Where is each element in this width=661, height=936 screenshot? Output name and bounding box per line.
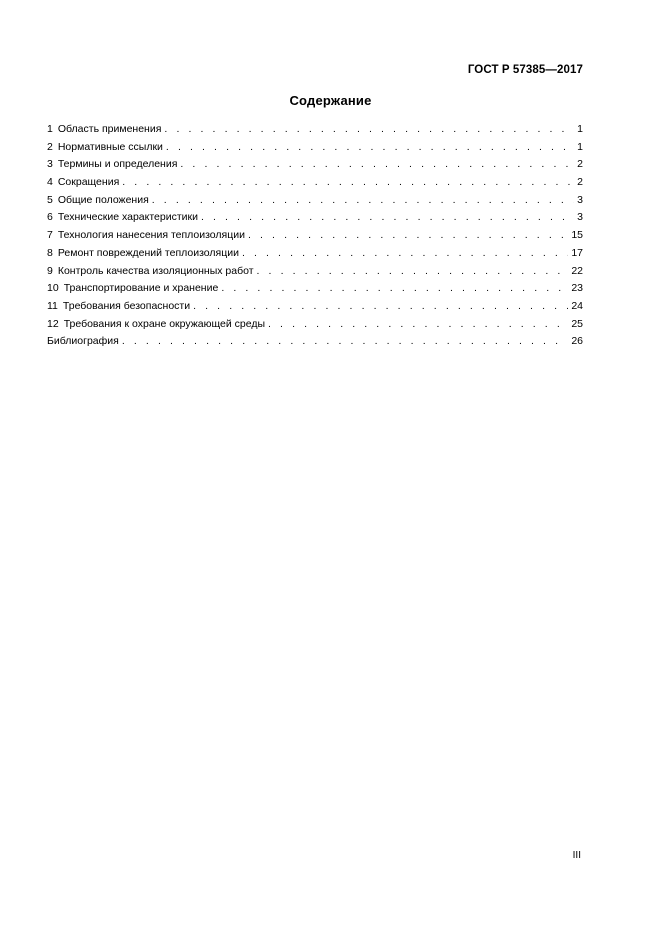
toc-entry[interactable] — [47, 263, 583, 281]
toc-entry-title: Требования к охране окружающей среды — [63, 317, 265, 330]
toc-entry-title: Общие положения — [57, 193, 149, 206]
toc-entry-page: 2 — [577, 176, 583, 189]
toc-dot-leader — [122, 174, 574, 192]
toc-entry-title: Требования безопасности — [62, 299, 191, 312]
toc-entry-number: 4 — [47, 176, 53, 189]
toc-entry[interactable] — [47, 121, 583, 139]
page-number: III — [572, 850, 581, 861]
toc-dot-leader — [268, 316, 568, 334]
toc-entry-page: 22 — [571, 264, 583, 277]
toc-entry-title: Контроль качества изоляционных работ — [57, 264, 254, 277]
toc-dot-leader — [248, 227, 568, 245]
toc-entry-number: 5 — [47, 193, 53, 206]
toc-dot-leader — [242, 245, 568, 263]
toc-entry[interactable] — [47, 316, 583, 334]
toc-entry-title: Сокращения — [57, 176, 120, 189]
toc-entry-page: 3 — [577, 193, 583, 206]
toc-entry-title: Ремонт повреждений теплоизоляции — [57, 246, 239, 259]
toc-entry-page: 1 — [577, 123, 583, 135]
toc-entry[interactable] — [47, 192, 583, 210]
toc-entry-title: Область применения — [57, 123, 162, 135]
toc-entry-number: 6 — [47, 211, 53, 224]
toc-entry-number: 7 — [47, 229, 53, 242]
toc-entry-page: 24 — [571, 299, 583, 312]
toc-entry-number: 9 — [47, 264, 53, 277]
toc-entry-page: 25 — [571, 317, 583, 330]
toc-entry-number: 8 — [47, 246, 53, 259]
document-header: ГОСТ Р 57385—2017 — [467, 64, 583, 76]
toc-entry-number: 11 — [47, 299, 58, 312]
toc-entry-page: 26 — [571, 335, 583, 348]
toc-entry-page: 23 — [571, 282, 583, 295]
toc-dot-leader — [201, 209, 574, 227]
toc-entry[interactable] — [47, 209, 583, 227]
toc-dot-leader — [166, 139, 574, 157]
toc-entry-title: Нормативные ссылки — [57, 140, 163, 153]
table-of-contents — [47, 121, 583, 351]
toc-entry-page: 2 — [577, 158, 583, 171]
toc-entry-page: 1 — [577, 140, 583, 153]
toc-entry-title: Технические характеристики — [57, 211, 198, 224]
toc-dot-leader — [257, 263, 569, 281]
toc-entry[interactable] — [47, 298, 583, 316]
toc-entry-title: Транспортирование и хранение — [63, 282, 219, 295]
toc-dot-leader — [221, 280, 568, 298]
toc-dot-leader — [180, 156, 574, 174]
toc-entry-title: Термины и определения — [57, 158, 178, 171]
toc-entry-title: Технология нанесения теплоизоляции — [57, 229, 245, 242]
toc-dot-leader — [152, 192, 574, 210]
toc-entry[interactable] — [47, 174, 583, 192]
toc-entry-page: 3 — [577, 211, 583, 224]
toc-entry[interactable] — [47, 227, 583, 245]
toc-dot-leader — [122, 333, 568, 351]
toc-entry[interactable] — [47, 139, 583, 157]
toc-entry-title: Библиография — [47, 335, 119, 348]
toc-entry-page: 17 — [571, 246, 583, 259]
toc-entry-number: 12 — [47, 317, 59, 330]
toc-dot-leader — [193, 298, 568, 316]
toc-dot-leader — [164, 121, 574, 139]
toc-entry-number: 2 — [47, 140, 53, 153]
toc-entry-bibliography[interactable] — [47, 333, 583, 351]
toc-entry[interactable] — [47, 156, 583, 174]
toc-entry-page: 15 — [571, 229, 583, 242]
toc-entry[interactable] — [47, 245, 583, 263]
toc-entry-number: 1 — [47, 123, 53, 135]
toc-title: Содержание — [289, 93, 372, 108]
toc-entry[interactable] — [47, 280, 583, 298]
toc-entry-number: 10 — [47, 282, 59, 295]
toc-entry-number: 3 — [47, 158, 53, 171]
